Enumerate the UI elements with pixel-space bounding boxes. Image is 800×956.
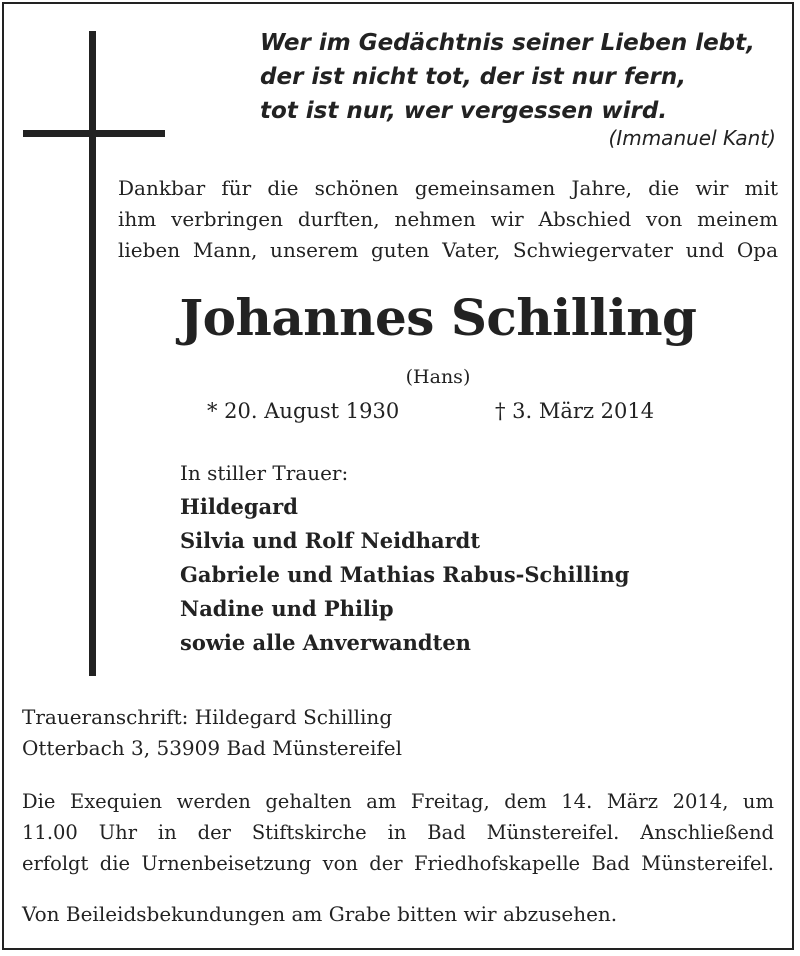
mourning-address	[22, 702, 402, 764]
service-line: erfolgt die Urnenbeisetzung von der Friedhofskapelle Bad Münstereifel.	[22, 852, 774, 875]
cross-icon-crossbar	[23, 130, 165, 137]
intro-line: ihm verbringen durften, nehmen wir Abschied von meinem	[118, 207, 778, 231]
mourner-name: Silvia und Rolf Neidhardt	[180, 528, 481, 553]
intro-text	[118, 173, 778, 266]
service-info	[22, 786, 774, 879]
mourners-label: In stiller Trauer:	[180, 461, 349, 485]
mourner-name: Gabriele und Mathias Rabus-Schilling	[180, 562, 630, 587]
quote	[260, 26, 760, 128]
quote-author: (Immanuel Kant)	[608, 126, 776, 150]
mourners-list	[180, 490, 629, 660]
address-line: Otterbach 3, 53909 Bad Münstereifel	[22, 736, 403, 760]
service-line: 11.00 Uhr in der Stiftskirche in Bad Münstereifel. Anschließend	[22, 821, 774, 844]
quote-line: tot ist nur, wer vergessen wird.	[260, 98, 668, 124]
mourner-name: sowie alle Anverwandten	[180, 630, 471, 655]
service-line: Die Exequien werden gehalten am Freitag, dem 14. März 2014, um	[22, 790, 774, 813]
cross-icon	[89, 31, 96, 676]
mourner-name: Hildegard	[180, 494, 298, 519]
mourner-name: Nadine und Philip	[180, 596, 394, 621]
birth-date: * 20. August 1930	[207, 399, 400, 423]
intro-line: Dankbar für die schönen gemeinsamen Jahre, die wir mit	[118, 176, 778, 200]
quote-line: der ist nicht tot, der ist nur fern,	[260, 64, 686, 90]
closing-note: Von Beileidsbekundungen am Grabe bitten wir abzusehen.	[22, 902, 618, 926]
deceased-nickname: (Hans)	[405, 366, 471, 388]
quote-line: Wer im Gedächtnis seiner Lieben lebt,	[260, 30, 755, 56]
intro-line: lieben Mann, unserem guten Vater, Schwiegervater und Opa	[118, 238, 778, 262]
death-date: † 3. März 2014	[495, 399, 655, 423]
deceased-name: Johannes Schilling	[179, 288, 697, 347]
address-line: Traueranschrift: Hildegard Schilling	[22, 705, 393, 729]
